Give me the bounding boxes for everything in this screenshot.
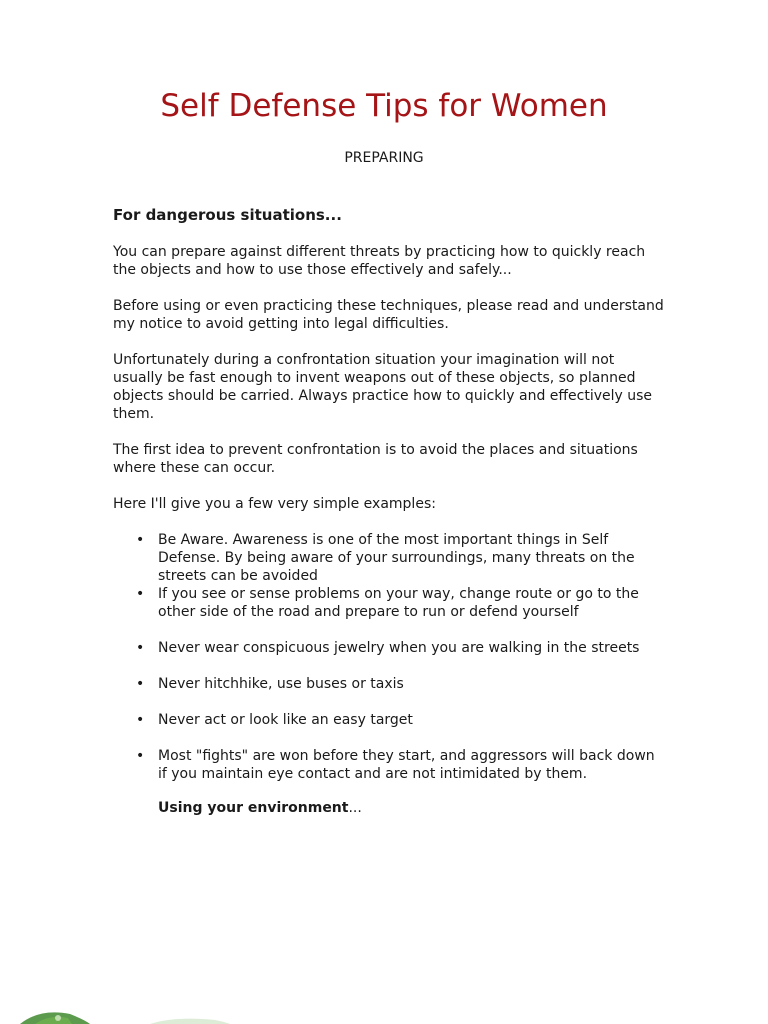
tip-text: Never act or look like an easy target — [158, 712, 413, 728]
list-spacer — [158, 621, 668, 639]
list-spacer — [158, 729, 668, 747]
bullet-icon: • — [136, 640, 145, 656]
list-item — [136, 747, 668, 783]
environment-heading — [158, 799, 668, 817]
bullet-icon: • — [136, 748, 145, 764]
bullet-icon: • — [136, 712, 145, 728]
list-spacer — [158, 657, 668, 675]
list-spacer — [158, 693, 668, 711]
tips-list — [113, 531, 668, 783]
bullet-icon: • — [136, 676, 145, 692]
paragraph-2: Before using or even practicing these techniques, please read and understand my notice to avoid getting into legal difficulties. — [113, 298, 664, 332]
tip-text: Never hitchhike, use buses or taxis — [158, 676, 404, 692]
paragraph-1: You can prepare against different threats by practicing how to quickly reach the objects and how to use those effectively and safely... — [113, 244, 646, 278]
paragraph-5: Here I'll give you a few very simple examples: — [113, 496, 436, 512]
paragraph-3: Unfortunately during a confrontation situation your imagination will not usually be fast enough to invent weapons out of these objects, so planned objects should be carried. Always practice how to quickly and effectively use them. — [113, 352, 653, 422]
bullet-icon: • — [136, 586, 145, 602]
environment-heading-text: Using your environment — [158, 800, 349, 816]
paragraph-4: The first idea to prevent confrontation is to avoid the places and situations where these can occur. — [113, 442, 638, 476]
tip-text: Most "fights" are won before they start, and aggressors will back down if you maintain eye contact and are not intimidated by them. — [158, 748, 655, 782]
page-subtitle: PREPARING — [344, 150, 424, 166]
section-heading: For dangerous situations... — [113, 206, 342, 224]
environment-heading-ellipsis: ... — [348, 800, 362, 816]
tip-text: Never wear conspicuous jewelry when you are walking in the streets — [158, 640, 640, 656]
document-body — [113, 205, 668, 817]
tip-text: Be Aware. Awareness is one of the most important things in Self Defense. By being aware of your surroundings, many threats on the streets can be avoided — [158, 532, 635, 584]
page-title: Self Defense Tips for Women — [160, 88, 608, 124]
list-item — [136, 639, 668, 657]
leaf-decoration-icon — [0, 1000, 240, 1024]
list-item — [136, 675, 668, 693]
bullet-icon: • — [136, 532, 145, 548]
list-item — [136, 531, 668, 585]
list-item — [136, 585, 668, 621]
list-item — [136, 711, 668, 729]
tip-text: If you see or sense problems on your way, change route or go to the other side of the road and prepare to run or defend yourself — [158, 586, 639, 620]
